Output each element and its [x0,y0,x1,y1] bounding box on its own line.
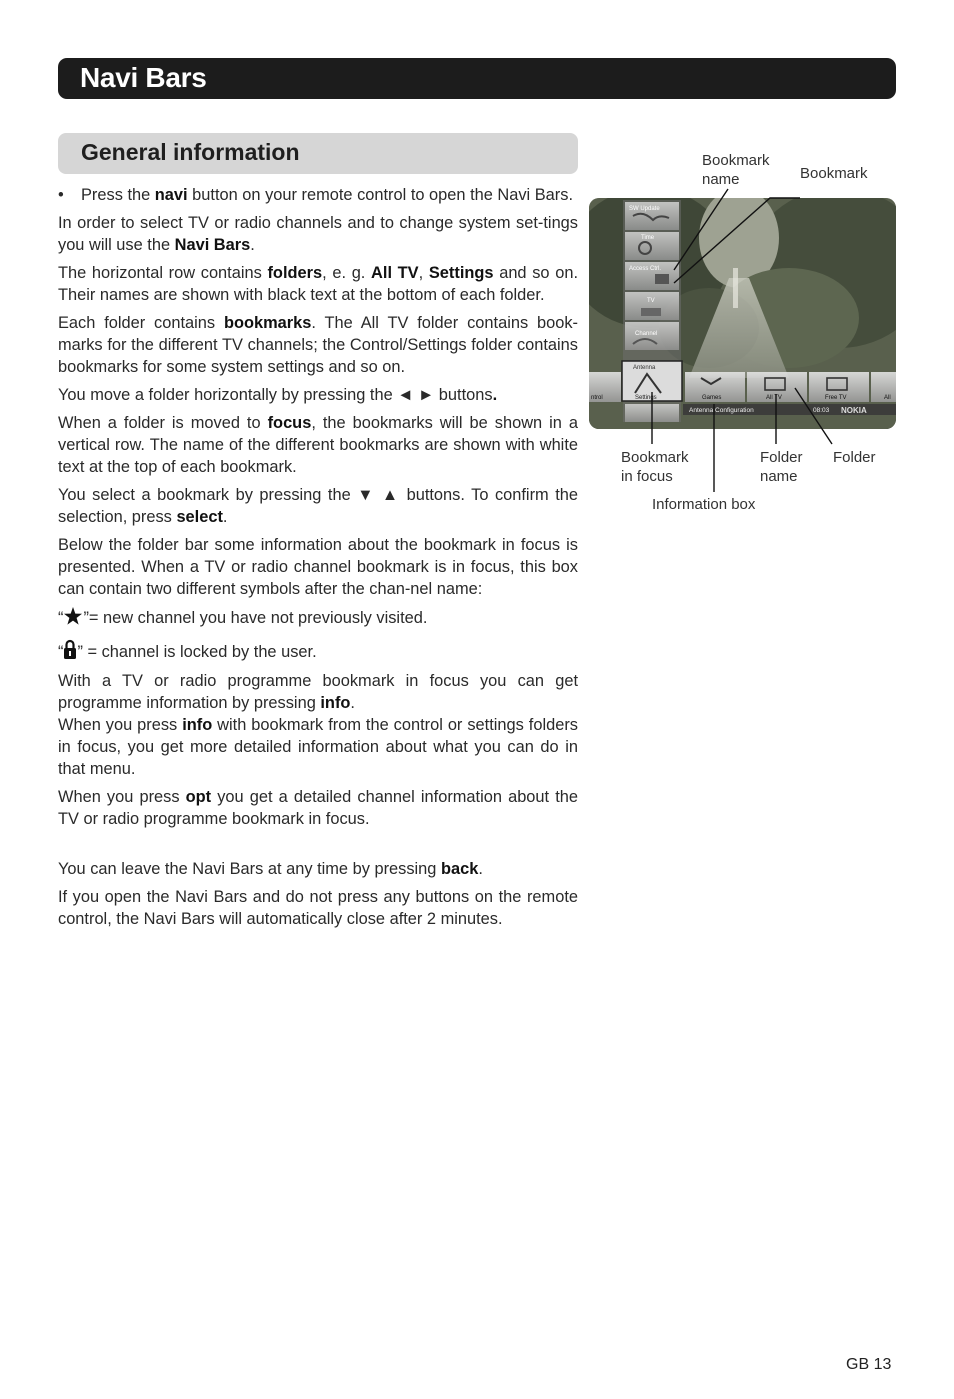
bullet-dot: • [58,186,64,204]
star-icon [63,606,83,632]
paragraph-navi-bars: In order to select TV or radio channels and to change system set-tings you will use the Navi Bars. [58,214,578,254]
paragraph-select: You select a bookmark by pressing the ▼ ▲ buttons. To confirm the selection, press select. [58,486,578,526]
page-number: GB 13 [846,1356,892,1373]
label-folder: Folder [833,449,876,466]
chapter-title: Navi Bars [80,62,207,93]
label-bookmark-name: Bookmark name [702,152,770,188]
bookmark-antenna-in-focus[interactable]: Antenna [633,365,656,371]
paragraph-opt: When you press opt you get a detailed channel information about the TV or radio programme bookmark in focus. [58,788,578,828]
bullet-open-navi: • Press the navi button on your remote control to open the Navi Bars. [58,186,574,204]
label-bookmark-in-focus: Bookmark in focus [621,449,689,485]
folder-free-tv[interactable]: Free TV [825,395,847,401]
nokia-logo: NOKIA [841,406,867,415]
folder-games[interactable]: Games [702,395,722,401]
label-bookmark: Bookmark [800,165,868,182]
lock-icon [63,638,77,666]
leader-bookmark-name [674,189,728,270]
folder-control[interactable]: ntrol [591,395,603,401]
bookmark-access-ctrl[interactable]: Access Ctrl. [629,266,662,272]
label-information-box: Information box [652,496,756,513]
paragraph-info-box: Below the folder bar some information about the bookmark in focus is presented. When a TV or radio channel bookmark is in focus, this box can contain two different symbols after the chan-nel name: [58,536,578,598]
folder-all[interactable]: All [884,395,891,401]
paragraph-info-programme: With a TV or radio programme bookmark in focus you can get programme information by pressing info. [58,672,578,712]
paragraph-info-settings: When you press info with bookmark from the control or settings folders in focus, you get more detailed information about what you can do in that menu. [58,716,578,778]
info-box-clock: 08:03 [813,407,830,414]
paragraph-auto-close: If you open the Navi Bars and do not press any buttons on the remote control, the Navi Bars will automatically close after 2 minutes. [58,888,578,928]
paragraph-folders: The horizontal row contains folders, e. g. All TV, Settings and so on. Their names are shown with black text at the bottom of each folder. [58,264,578,304]
symbol-locked-channel: “ ” = channel is locked by the user. [58,638,578,666]
paragraph-focus: When a folder is moved to focus, the bookmarks will be shown in a vertical row. The name of the different bookmarks are shown with white text at the top of each bookmark. [58,414,578,476]
bookmark-sw-update[interactable]: SW Update [629,206,660,212]
bookmark-time[interactable]: Time [641,235,655,241]
paragraph-back: You can leave the Navi Bars at any time by pressing back. [58,860,483,878]
paragraph-move-folder: You move a folder horizontally by pressing the ◄ ► buttons. [58,386,498,404]
leader-folder [795,388,832,444]
figure-leader-lines [0,0,954,600]
bookmark-settings[interactable]: Settings [635,395,657,401]
bookmark-channel[interactable]: Channel [635,331,658,337]
bookmark-tv[interactable]: TV [647,298,655,304]
label-folder-name: Folder name [760,449,803,485]
info-box-text: Antenna Configuration [689,407,754,414]
folder-all-tv[interactable]: All TV [766,395,782,401]
paragraph-bookmarks: Each folder contains bookmarks. The All TV folder contains book-marks for the different TV channels; the Control/Settings folder contains bookmarks for some system settings and so on. [58,314,578,376]
section-title: General information [81,139,300,165]
symbol-new-channel: “ ”= new channel you have not previously visited. [58,606,578,632]
